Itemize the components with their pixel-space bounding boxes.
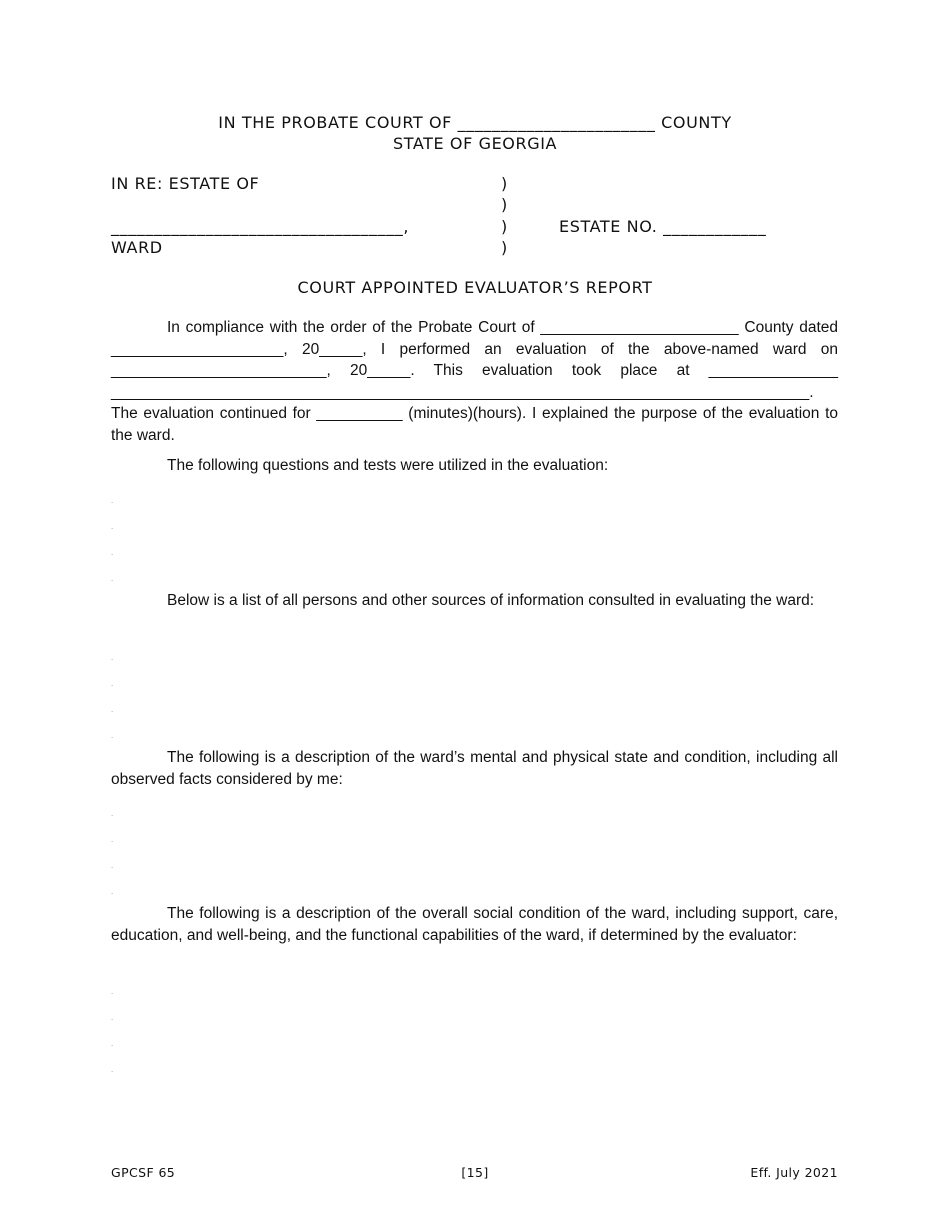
- mental-list-item: .: [111, 836, 114, 844]
- in-re-label: IN RE: ESTATE OF: [111, 174, 260, 193]
- social-list-item: .: [111, 1014, 114, 1022]
- mental-list-item: .: [111, 888, 114, 896]
- questions-list-item: .: [111, 497, 114, 505]
- state-line: STATE OF GEORGIA: [392, 134, 558, 153]
- effective-date: Eff. July 2021: [750, 1165, 838, 1180]
- mental-condition-heading: The following is a description of the ward’s mental and physical state and condition, including all observed facts considered by me:: [111, 749, 838, 788]
- mental-list-item: .: [111, 862, 114, 870]
- estate-number-field: ESTATE NO. ____________: [559, 217, 767, 236]
- page-number: [15]: [461, 1165, 489, 1180]
- social-condition-heading: The following is a description of the overall social condition of the ward, including support, care, education, and well-being, and the functional capabilities of the ward, if determined by the evaluator:: [111, 905, 838, 944]
- questions-list-item: .: [111, 523, 114, 531]
- report-title: COURT APPOINTED EVALUATOR’S REPORT: [297, 278, 653, 297]
- persons-list-item: .: [111, 680, 114, 688]
- compliance-paragraph: In compliance with the order of the Probate Court of _______________________ County dated ____________________, 20_____, I performed an evaluation of the above-named ward on _________________________, 20_____. This evaluation took place at _______________ _________________________________________________________________________________. The evaluation continued for __________ (minutes)(hours). I explained the purpose of the evaluation to the ward.: [111, 319, 838, 444]
- questions-heading: The following questions and tests were utilized in the evaluation:: [167, 457, 609, 474]
- social-list-item: .: [111, 1040, 114, 1048]
- social-list-item: .: [111, 988, 114, 996]
- caption-paren-2: ): [501, 195, 508, 214]
- questions-list-item: .: [111, 549, 114, 557]
- persons-list-item: .: [111, 706, 114, 714]
- persons-list-item: .: [111, 654, 114, 662]
- court-line: IN THE PROBATE COURT OF _______________________ COUNTY: [218, 113, 732, 132]
- persons-list-item: .: [111, 732, 114, 740]
- caption-paren-3: ): [501, 217, 508, 236]
- caption-paren-4: ): [501, 238, 508, 257]
- questions-list-item: .: [111, 575, 114, 583]
- persons-heading: Below is a list of all persons and other sources of information consulted in evaluating the ward:: [167, 592, 815, 609]
- ward-label: WARD: [111, 238, 163, 257]
- form-id: GPCSF 65: [111, 1165, 176, 1180]
- social-list-item: .: [111, 1066, 114, 1074]
- mental-list-item: .: [111, 810, 114, 818]
- court-heading: [0, 113, 950, 153]
- caption-paren-1: ): [501, 174, 508, 193]
- ward-name-blank: __________________________________,: [111, 217, 410, 236]
